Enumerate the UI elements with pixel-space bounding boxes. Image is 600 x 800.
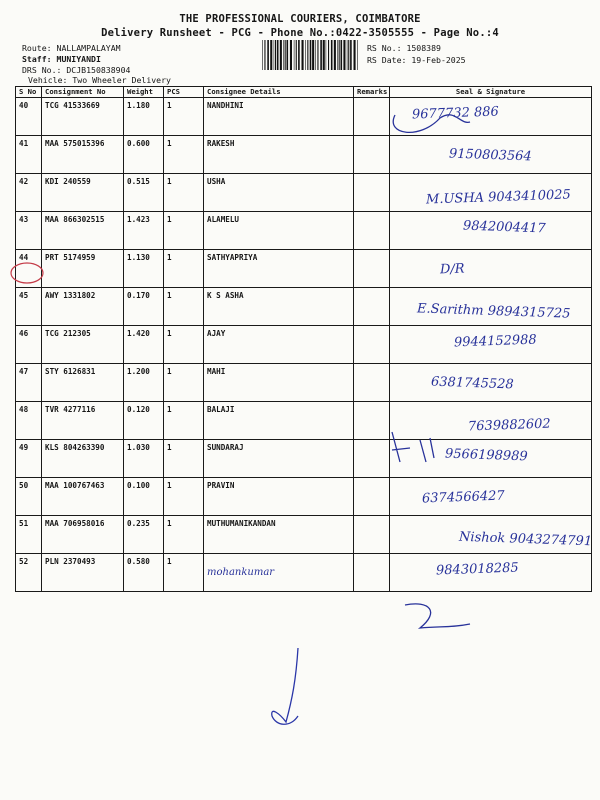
vehicle-label: Vehicle: [28,75,68,85]
cell-weight: 1.130 [124,250,164,288]
staff-label: Staff: [22,54,52,64]
rs-date-label: RS Date: [367,55,407,65]
barcode-bar [317,40,318,70]
table-row [16,288,592,326]
cell-sno: 42 [16,174,42,212]
cell-consignee [204,554,354,592]
cell-pcs: 1 [164,364,204,402]
cell-consignment-no: MAA 706958016 [42,516,124,554]
cell-remarks [354,440,390,478]
barcode-bar [337,40,338,70]
cell-weight: 0.235 [124,516,164,554]
cell-signature [390,212,592,250]
cell-remarks [354,326,390,364]
handwritten-signature: 6381745528 [430,374,514,393]
barcode-bar [275,40,276,70]
cell-signature [390,250,592,288]
cell-sno: 40 [16,98,42,136]
column-header-remarks: Remarks [354,87,390,98]
cell-remarks [354,554,390,592]
cell-consignment-no: AWY 1331802 [42,288,124,326]
table-row [16,250,592,288]
cell-sno: 52 [16,554,42,592]
barcode-bar [310,40,312,70]
cell-consignee: SATHYAPRIYA [204,250,354,288]
barcode-bar [294,40,295,70]
delivery-runsheet-table [15,86,592,592]
table-row [16,554,592,592]
rs-date-line [367,55,466,65]
barcode-bar [357,40,358,70]
rs-no-label: RS No.: [367,43,402,53]
route-label: Route: [22,43,52,53]
cell-sno: 45 [16,288,42,326]
cell-sno: 48 [16,402,42,440]
cell-consignment-no: KDI 240559 [42,174,124,212]
cell-signature [390,554,592,592]
barcode-bar [328,40,329,70]
cell-consignment-no: TCG 212305 [42,326,124,364]
barcode-image [262,40,360,70]
cell-weight: 1.180 [124,98,164,136]
barcode-bar [312,40,314,70]
cell-consignment-no: PLN 2370493 [42,554,124,592]
cell-weight: 0.100 [124,478,164,516]
handwritten-signature: 9677732 886 [411,104,500,123]
handwritten-consignee: mohankumar [207,567,275,578]
cell-consignment-no: MAA 866302515 [42,212,124,250]
barcode-bar [339,40,340,70]
handwritten-signature: 9566198989 [444,446,528,465]
barcode-bar [287,40,289,70]
cell-pcs: 1 [164,440,204,478]
cell-signature [390,174,592,212]
table-row [16,516,592,554]
cell-remarks [354,478,390,516]
barcode-bar [298,40,300,70]
vehicle-value: Two Wheeler Delivery [72,75,171,85]
cell-remarks [354,212,390,250]
table-row [16,136,592,174]
barcode-bar [331,40,333,70]
table-row [16,212,592,250]
barcode-bar [264,40,265,70]
cell-signature [390,364,592,402]
cell-consignee: RAKESH [204,136,354,174]
barcode-bar [285,40,286,70]
rs-no-value: 1508389 [406,43,441,53]
barcode-bar [302,40,304,70]
barcode-bar [270,40,272,70]
cell-consignee: AJAY [204,326,354,364]
cell-consignee: NANDHINI [204,98,354,136]
cell-weight: 1.423 [124,212,164,250]
cell-sno: 47 [16,364,42,402]
barcode-bar [277,40,279,70]
barcode-bar [305,40,306,70]
cell-sno: 44 [16,250,42,288]
cell-pcs: 1 [164,136,204,174]
cell-pcs: 1 [164,516,204,554]
barcode-bar [343,40,345,70]
drs-label: DRS No.: [22,65,62,75]
column-header-consignee: Consignee Details [204,87,354,98]
column-header-sno: S No [16,87,42,98]
barcode-bar [347,40,348,70]
column-header-weight: Weight [124,87,164,98]
barcode-bar [323,40,325,70]
handwritten-signature: 6374566427 [421,488,505,507]
table-row [16,364,592,402]
handwritten-signature: M.USHA 9043410025 [425,187,572,208]
table-row [16,174,592,212]
cell-remarks [354,174,390,212]
cell-signature [390,288,592,326]
cell-remarks [354,98,390,136]
barcode-bar [274,40,275,70]
cell-consignment-no: TCG 41533669 [42,98,124,136]
cell-signature [390,478,592,516]
table-row [16,440,592,478]
column-header-pcs: PCS [164,87,204,98]
barcode-bar [320,40,322,70]
handwritten-signature: Nishok 9043274791 [458,529,593,550]
cell-remarks [354,288,390,326]
handwritten-signature: E.Sarithm 9894315725 [416,301,571,322]
handwritten-signature: D/R [439,261,465,278]
signature-scribble-52 [405,604,470,628]
cell-consignment-no: TVR 4277116 [42,402,124,440]
cell-signature [390,136,592,174]
cell-pcs: 1 [164,174,204,212]
handwritten-signature: 7639882602 [467,416,551,435]
barcode-bar [280,40,282,70]
cell-pcs: 1 [164,250,204,288]
rs-date-value: 19-Feb-2025 [411,55,466,65]
company-name: THE PROFESSIONAL COURIERS, COIMBATORE [179,13,421,25]
table-row [16,478,592,516]
cell-consignment-no: KLS 804263390 [42,440,124,478]
cell-consignee: PRAVIN [204,478,354,516]
barcode-bar [348,40,349,70]
staff-value: MUNIYANDI [56,54,101,64]
cell-pcs: 1 [164,212,204,250]
cell-remarks [354,364,390,402]
cell-pcs: 1 [164,478,204,516]
cell-consignment-no: MAA 575015396 [42,136,124,174]
cell-pcs: 1 [164,326,204,364]
barcode-bar [341,40,343,70]
cell-consignee: MUTHUMANIKANDAN [204,516,354,554]
cell-consignee: BALAJI [204,402,354,440]
table-row [16,402,592,440]
drs-line [22,65,130,75]
table-row [16,98,592,136]
cell-pcs: 1 [164,288,204,326]
cell-weight: 0.580 [124,554,164,592]
bottom-pen-scribble [272,648,298,724]
cell-pcs: 1 [164,98,204,136]
cell-signature [390,98,592,136]
cell-remarks [354,250,390,288]
drs-value: DCJB150838904 [66,65,131,75]
cell-consignee: MAHI [204,364,354,402]
cell-consignee: K S ASHA [204,288,354,326]
barcode-bar [354,40,356,70]
cell-sno: 41 [16,136,42,174]
cell-remarks [354,402,390,440]
cell-consignment-no: MAA 100767463 [42,478,124,516]
cell-weight: 0.600 [124,136,164,174]
cell-signature [390,402,592,440]
cell-sno: 43 [16,212,42,250]
cell-weight: 0.170 [124,288,164,326]
column-header-consignment: Consignment No [42,87,124,98]
cell-weight: 1.030 [124,440,164,478]
cell-consignment-no: PRT 5174959 [42,250,124,288]
barcode-bar [296,40,297,70]
handwritten-signature: 9944152988 [453,332,537,351]
barcode-bar [283,40,284,70]
table-row [16,326,592,364]
cell-remarks [354,516,390,554]
barcode-bar [267,40,269,70]
cell-sno: 49 [16,440,42,478]
cell-consignee: ALAMELU [204,212,354,250]
cell-weight: 0.515 [124,174,164,212]
cell-sno: 50 [16,478,42,516]
cell-consignee: USHA [204,174,354,212]
barcode-bar [262,40,263,70]
cell-consignee: SUNDARAJ [204,440,354,478]
cell-pcs: 1 [164,554,204,592]
cell-signature [390,440,592,478]
staff-line [22,54,101,64]
cell-sno: 46 [16,326,42,364]
handwritten-signature: 9842004417 [462,218,546,237]
handwritten-signature: 9843018285 [435,560,519,579]
barcode-bar [350,40,352,70]
cell-consignment-no: STY 6126831 [42,364,124,402]
cell-signature [390,516,592,554]
vehicle-line [28,75,171,85]
cell-signature [390,326,592,364]
barcode-bar [326,40,327,70]
runsheet-subtitle: Delivery Runsheet - PCG - Phone No.:0422-3505555 - Page No.:4 [101,27,499,39]
barcode-bar [315,40,316,70]
rs-no-line [367,43,441,53]
column-header-signature: Seal & Signature [390,87,592,98]
cell-remarks [354,136,390,174]
barcode-bar [334,40,336,70]
barcode-bar [290,40,292,70]
cell-weight: 0.120 [124,402,164,440]
handwritten-signature: 9150803564 [448,146,532,165]
barcode-bar [307,40,308,70]
cell-pcs: 1 [164,402,204,440]
route-value: NALLAMPALAYAM [56,43,121,53]
table-header-row [16,87,592,98]
cell-sno: 51 [16,516,42,554]
cell-weight: 1.420 [124,326,164,364]
route-line [22,43,121,53]
cell-weight: 1.200 [124,364,164,402]
